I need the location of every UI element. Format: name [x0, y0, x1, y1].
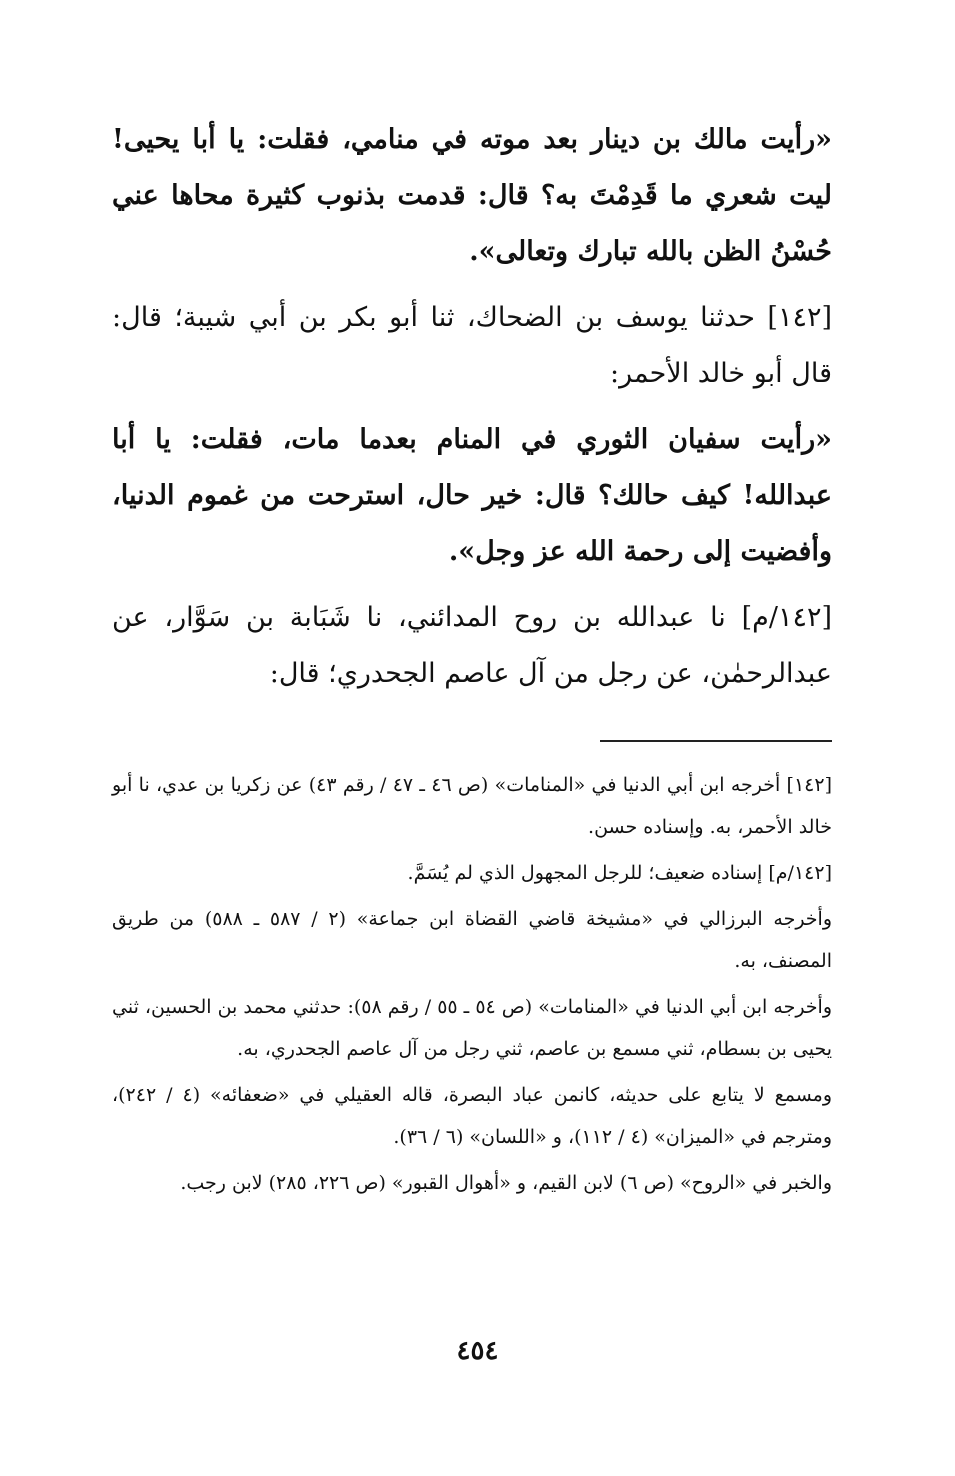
- footnote-142: [١٤٢] أخرجه ابن أبي الدنيا في «المنامات» (ص ٤٦ ـ ٤٧ / رقم ٤٣) عن زكريا بن عدي، نا أبو خالد الأحمر، به. وإسناده حسن.: [112, 774, 832, 838]
- footnote-142m: [١٤٢/م] إسناده ضعيف؛ للرجل المجهول الذي لم يُسَمَّ.: [407, 862, 832, 884]
- footnote-musma: ومسمع لا يتابع على حديثه، كانمن عباد البصرة، قاله العقيلي في «ضعفائه» (٤ / ٢٤٢)، ومترجم في «الميزان» (٤ / ١١٢)، و «اللسان» (٦ / ٣٦).: [112, 1084, 832, 1148]
- quote-paragraph-1: «رأيت مالك بن دينار بعد موته في منامي، فقلت: يا أبا يحيى! ليت شعري ما قَدِمْتَ به؟ قال: قدمت بذنوب كثيرة محاها عني حُسْنُ الظن بالله تبارك وتعالى».: [112, 124, 832, 267]
- footnote-divider: [600, 740, 832, 742]
- footnotes: [112, 764, 832, 1208]
- footnote-ibn-abi-dunya: وأخرجه ابن أبي الدنيا في «المنامات» (ص ٥٤ ـ ٥٥ / رقم ٥٨): حدثني محمد بن الحسين، ثني يحيى بن بسطام، ثني مسمع بن عاصم، ثني رجل من آل عاصم الجحدري، به.: [112, 996, 832, 1060]
- footnote-khabar: والخبر في «الروح» (ص ٦) لابن القيم، و «أهوال القبور» (ص ٢٢٦، ٢٨٥) لابن رجب.: [180, 1172, 832, 1194]
- narration-paragraph-142: [١٤٢] حدثنا يوسف بن الضحاك، ثنا أبو بكر بن أبي شيبة؛ قال: قال أبو خالد الأحمر:: [112, 302, 832, 389]
- footnote-barzali: وأخرجه البرزالي في «مشيخة قاضي القضاة ابن جماعة» (٢ / ٥٨٧ ـ ٥٨٨) من طريق المصنف، به.: [112, 908, 832, 972]
- main-text: [112, 112, 832, 712]
- narration-paragraph-142m: [١٤٢/م] نا عبدالله بن روح المدائني، نا شَبَابة بن سَوَّار، عن عبدالرحمٰن، عن رجل من آل عاصم الجحدري؛ قال:: [112, 602, 832, 689]
- page-number: ٤٥٤: [456, 1336, 499, 1366]
- quote-paragraph-2: «رأيت سفيان الثوري في المنام بعدما مات، فقلت: يا أبا عبدالله! كيف حالك؟ قال: خير حال، استرحت من غموم الدنيا، وأفضيت إلى رحمة الله عز وجل».: [112, 424, 832, 567]
